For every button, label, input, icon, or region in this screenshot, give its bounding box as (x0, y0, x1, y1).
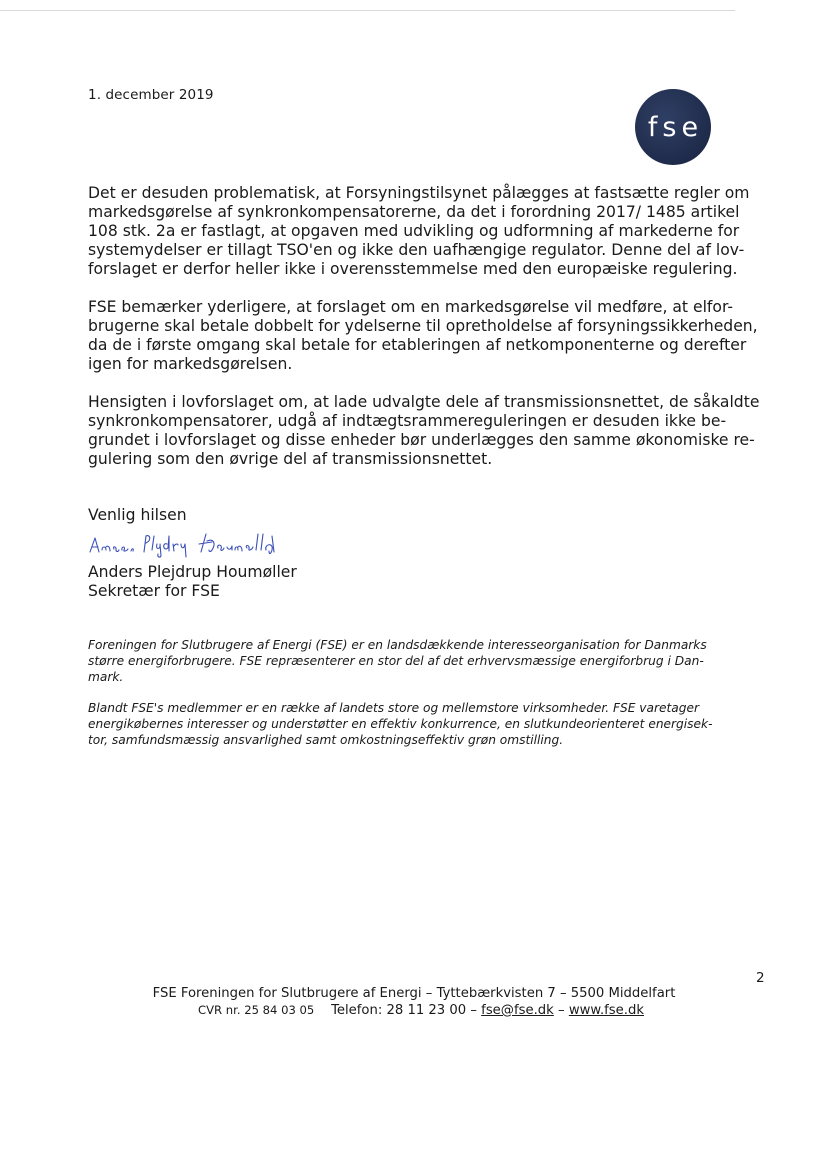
footer-address-line: FSE Foreningen for Slutbrugere af Energi – Tyttebærkvisten 7 – 5500 Middelfart (152, 986, 676, 1001)
footer-separator: – (553, 1003, 569, 1018)
footer-email-link[interactable]: fse@fse.dk (481, 1003, 554, 1018)
page-number: 2 (756, 970, 765, 986)
footer-phone: Telefon: 28 11 23 00 – (331, 1003, 477, 1018)
body-paragraph-3: Hensigten i lovforslaget om, at lade udvalgte dele af transmissionsnettet, de såkaldte synkronkompensatorer, udgå af indtægtsrammereguleringen er desuden ikke be- grundet i lovforslaget og disse enheder bør underlægges den samme økonomiske re- gulering som den øvrige del af transmissionsnettet. (88, 393, 760, 468)
letter-date: 1. december 2019 (88, 87, 214, 103)
footer-cvr: CVR nr. 25 84 03 05 (198, 1003, 315, 1017)
handwritten-signature (88, 530, 278, 560)
body-paragraph-1: Det er desuden problematisk, at Forsyningstilsynet pålægges at fastsætte regler om markedsgørelse af synkronkompensatorerne, da det i forordning 2017/ 1485 artikel 108 stk. 2a er fastlagt, at opgaven med udvikling og udformning af markederne for systemydelser er tillagt TSO'en og ikke den uafhængige regulator. Denne del af lov- forslaget er derfor heller ikke i overensstemmelse med den europæiske regulering. (88, 184, 750, 278)
signer-title: Sekretær for FSE (88, 582, 220, 600)
letter-body (88, 184, 768, 488)
organisation-description (88, 637, 768, 763)
about-paragraph-1: Foreningen for Slutbrugere af Energi (FSE) er en landsdækkende interesseorganisation for Danmarks større energiforbrugere. FSE repræsenterer en stor del af det erhvervsmæssige energiforbrug i Dan- mark. (88, 638, 707, 684)
logo-text: fse (647, 111, 704, 143)
signer-block (88, 563, 297, 601)
signer-name: Anders Plejdrup Houmøller (88, 563, 297, 581)
footer-website-link[interactable]: www.fse.dk (568, 1003, 644, 1018)
footer-contact-line (0, 1002, 828, 1019)
top-divider (0, 10, 735, 11)
about-paragraph-2: Blandt FSE's medlemmer er en række af landets store og mellemstore virksomheder. FSE varetager energikøbernes interesser og understøtter en effektiv konkurrence, en slutkundeorienteret energisek- tor, samfundsmæssig ansvarlighed samt omkostningseffektiv grøn omstilling. (88, 701, 713, 747)
body-paragraph-2: FSE bemærker yderligere, at forslaget om en markedsgørelse vil medføre, at elfor- brugerne skal betale dobbelt for ydelserne til opretholdelse af forsyningssikkerheden, da de i første omgang skal betale for etableringen af netkomponenterne og derefter igen for markedsgørelsen. (88, 298, 758, 373)
letter-footer (0, 986, 828, 1019)
closing-salutation: Venlig hilsen (88, 506, 187, 524)
fse-logo (635, 89, 711, 165)
